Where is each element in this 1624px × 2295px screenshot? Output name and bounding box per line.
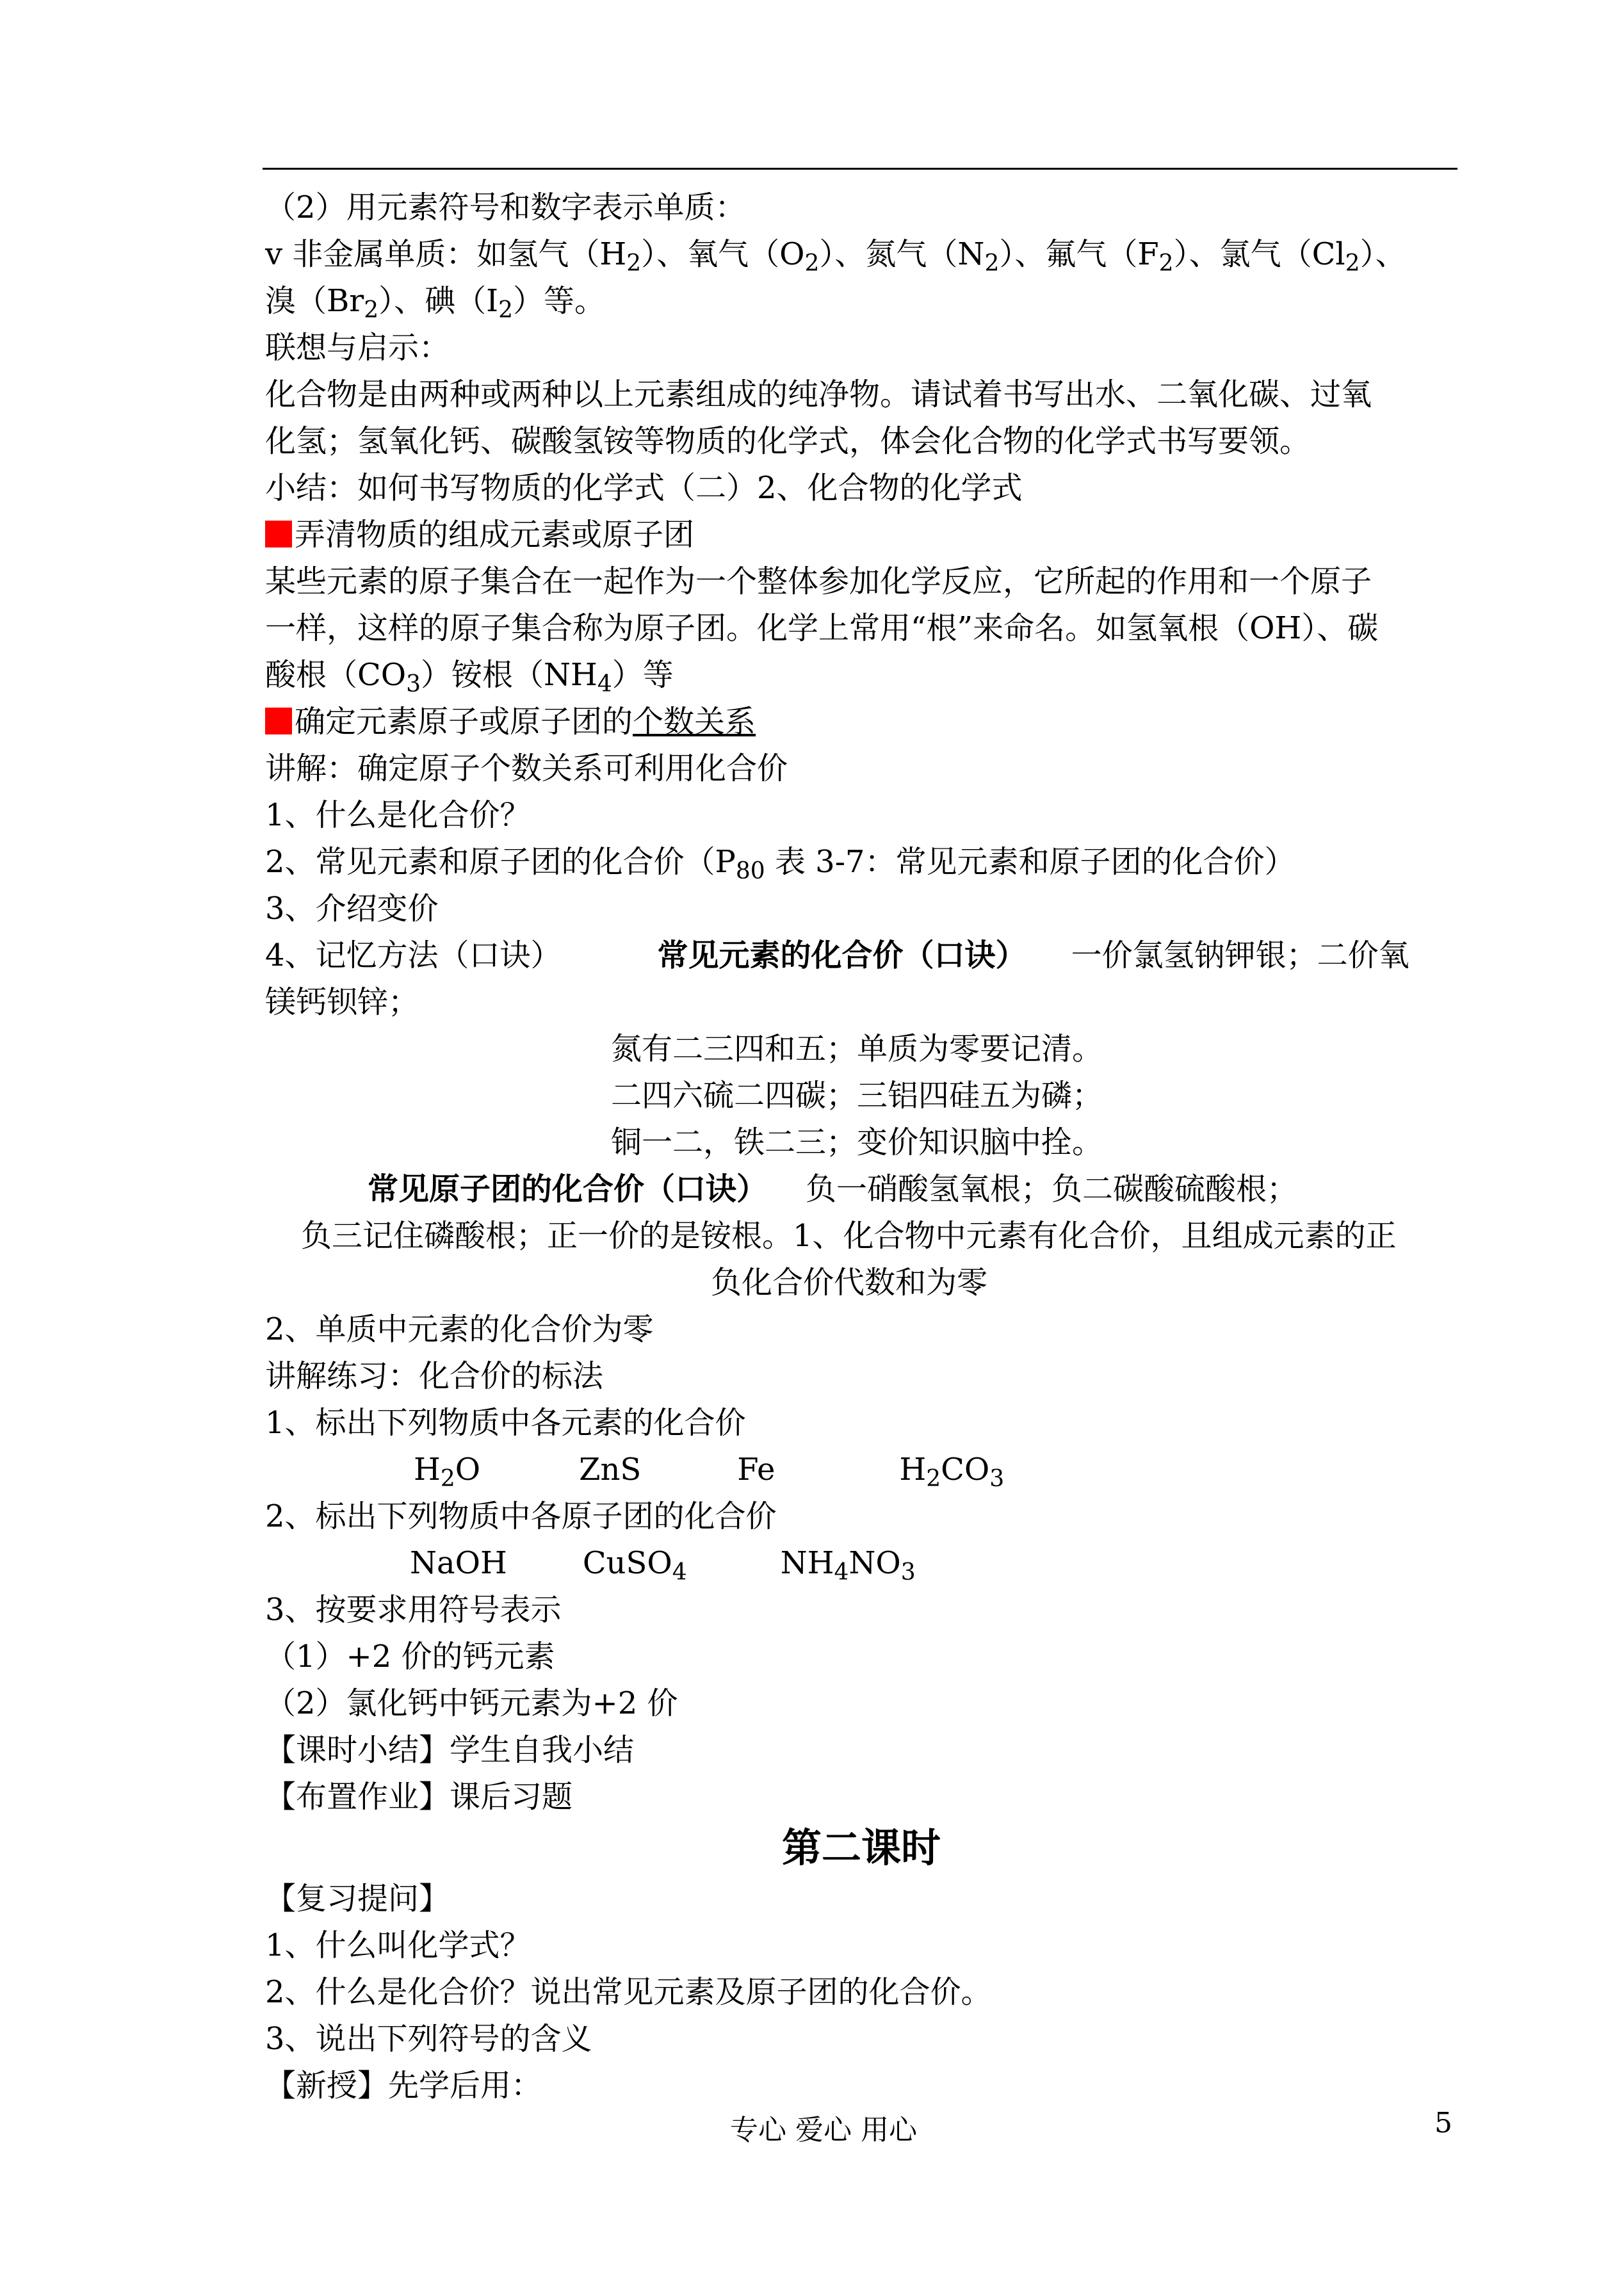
verse-line: 铜一二，铁二三；变价知识脑中拴。 — [611, 1124, 1103, 1160]
formula: ZnS — [579, 1452, 642, 1488]
text-line: 2、标出下列物质中各原子团的化合价 — [265, 1498, 777, 1534]
text-line: 3、介绍变价 — [265, 891, 439, 927]
text-line: 【布置作业】课后习题 — [265, 1779, 573, 1815]
text-line: 2、什么是化合价？说出常见元素及原子团的化合价。 — [265, 1974, 992, 2010]
formula: CuSO$_4$ — [582, 1545, 687, 1585]
text-line: 化合物是由两种或两种以上元素组成的纯净物。请试着书写出水、二氧化碳、过氧 — [265, 377, 1372, 412]
text-line: 3、按要求用符号表示 — [265, 1592, 562, 1628]
text-line: 【新授】先学后用： — [265, 2068, 542, 2104]
text-line: 一样，这样的原子集合称为原子团。化学上常用“根”来命名。如氢氧根（OH）、碳 — [265, 610, 1379, 646]
mnemonic-heading: 常见元素的化合价（口诀） — [657, 937, 1027, 973]
formula: $H_2CO_3$ — [899, 1452, 1005, 1492]
text-line: 3、说出下列符号的含义 — [265, 2021, 592, 2057]
text-line: 确定元素原子或原子团的个数关系 — [265, 699, 1458, 745]
text-line: 负化合价代数和为零 — [711, 1265, 988, 1301]
page-number: 5 — [1434, 2107, 1452, 2139]
formula-row — [265, 1540, 1458, 1587]
header-rule — [263, 168, 1458, 170]
text-line: 讲解：确定原子个数关系可利用化合价 — [265, 750, 788, 786]
red-square-bullet-icon — [265, 521, 292, 547]
text-line: 弄清物质的组成元素或原子团 — [265, 512, 1458, 558]
text-line: 镁钙钡锌； — [265, 984, 419, 1020]
formula: $NH_4NO_3$ — [780, 1545, 916, 1585]
formula: Fe — [737, 1452, 775, 1488]
text-line: 1、什么是化合价？ — [265, 797, 531, 833]
text-line: 4、记忆方法（口诀） 常见元素的化合价（口诀） 一价氯氢钠钾银；二价氧 — [265, 937, 1409, 973]
verse-line: 二四六硫二四碳；三铝四硅五为磷； — [611, 1078, 1103, 1114]
document-body — [265, 184, 1458, 2109]
text-line: 【课时小结】学生自我小结 — [265, 1732, 635, 1768]
text-line: 常见原子团的化合价（口诀） 负一硝酸氢氧根；负二碳酸硫酸根； — [368, 1171, 1298, 1207]
verse-line: 氮有二三四和五；单质为零要记清。 — [611, 1031, 1103, 1067]
text-line: 某些元素的原子集合在一起作为一个整体参加化学反应，它所起的作用和一个原子 — [265, 564, 1372, 599]
text-line: 讲解练习：化合价的标法 — [265, 1358, 604, 1394]
text-line: 负三记住磷酸根；正一价的是铵根。1、化合物中元素有化合价，且组成元素的正 — [301, 1218, 1397, 1254]
section-title: 第二课时 — [781, 1824, 941, 1871]
text-line: 酸根$(CO_3)$铵根$(NH_4)$等 — [265, 657, 674, 697]
text-line: 联想与启示： — [265, 330, 450, 366]
text-line: 化氢；氢氧化钙、碳酸氢铵等物质的化学式，体会化合物的化学式书写要领。 — [265, 423, 1311, 459]
text-line: （2）氯化钙中钙元素为+2 价 — [265, 1685, 678, 1721]
text-line: 1、什么叫化学式？ — [265, 1927, 531, 1963]
mnemonic-heading: 常见原子团的化合价（口诀） — [368, 1171, 768, 1207]
text-line: v 非金属单质：如氢气$(H_2)$、氧气$(O_2)$、氮气$(N_2)$、氟气$(F_2)$、氯气$(Cl_2)$、 — [265, 236, 1406, 277]
red-square-bullet-icon — [265, 708, 292, 734]
underlined-text: 个数关系 — [633, 704, 756, 740]
formula-row — [265, 1447, 1458, 1493]
text-line: 【复习提问】 — [265, 1881, 450, 1917]
text-line: 2、常见元素和原子团的化合价（$P_{80}$ 表 3-7：常见元素和原子团的化合价） — [265, 844, 1295, 884]
text-line: 小结：如何书写物质的化学式（二）2、化合物的化学式 — [265, 470, 1023, 506]
text-line: 2、单质中元素的化合价为零 — [265, 1311, 654, 1347]
formula: $H_2O$ — [414, 1452, 481, 1492]
text-line: 1、标出下列物质中各元素的化合价 — [265, 1405, 746, 1441]
text-line: 溴$(Br_2)$、碘$(I_2)$等。 — [265, 283, 606, 323]
formula: NaOH — [410, 1545, 507, 1581]
text-line: （2）用元素符号和数字表示单质： — [265, 190, 746, 225]
text-line: （1）+2 价的钙元素 — [265, 1639, 555, 1675]
footer-motto: 专心 爱心 用心 — [730, 2114, 917, 2146]
